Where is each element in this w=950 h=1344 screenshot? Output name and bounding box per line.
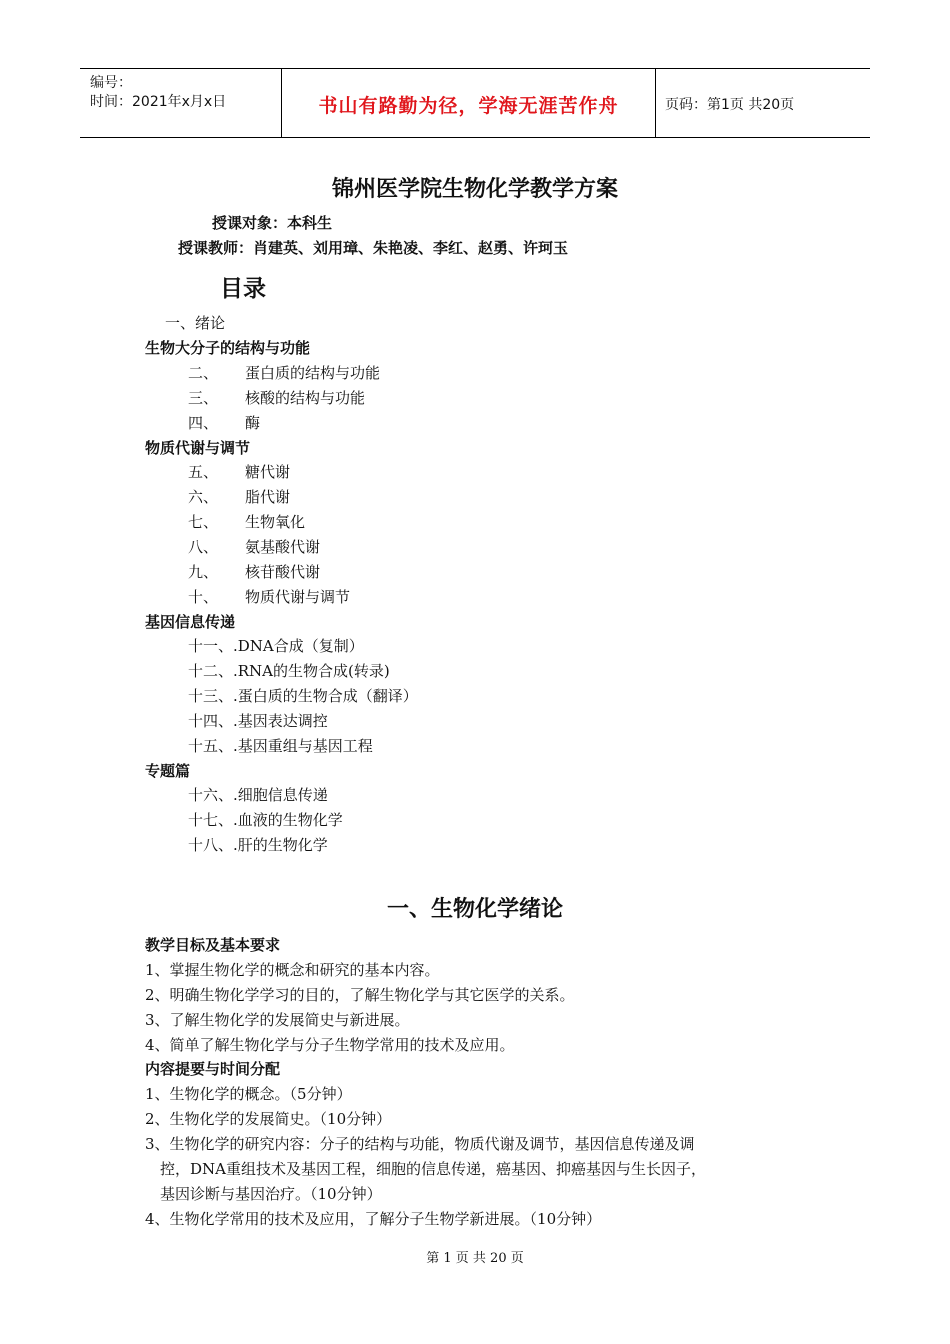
- toc-item: 脂代谢: [245, 488, 291, 506]
- toc-item-number: 八、: [188, 538, 219, 556]
- toc-section-heading: 基因信息传递: [145, 613, 236, 631]
- goal-item: 3、了解生物化学的发展简史与新进展。: [145, 1011, 410, 1029]
- toc-item-number: 十、: [188, 588, 219, 606]
- toc-item: 十四、.基因表达调控: [188, 712, 328, 730]
- teachers: 授课教师：肖建英、刘用璋、朱艳凌、李红、赵勇、许珂玉: [178, 239, 569, 257]
- content-item: 2、生物化学的发展简史。（10分钟）: [145, 1110, 392, 1128]
- header-meta-cell: [80, 69, 281, 137]
- toc-title: 目录: [220, 276, 266, 302]
- toc-item: 氨基酸代谢: [245, 538, 321, 556]
- document-date: 时间：2021年x月x日: [90, 94, 227, 110]
- toc-intro: 一、绪论: [165, 314, 226, 332]
- content-item: 3、生物化学的研究内容：分子的结构与功能，物质代谢及调节，基因信息传递及调: [145, 1135, 695, 1153]
- toc-item: 核酸的结构与功能: [245, 389, 366, 407]
- toc-item-number: 九、: [188, 563, 219, 581]
- toc-item: 十二、.RNA的生物合成(转录): [188, 662, 390, 680]
- toc-item-number: 五、: [188, 463, 219, 481]
- toc-item: 糖代谢: [245, 463, 291, 481]
- toc-section-heading: 生物大分子的结构与功能: [145, 339, 311, 357]
- toc-item: 酶: [245, 414, 261, 432]
- toc-item-number: 七、: [188, 513, 219, 531]
- content-item-continuation: 控，DNA重组技术及基因工程，细胞的信息传递，癌基因、抑癌基因与生长因子，: [160, 1160, 706, 1178]
- toc-item: 十六、.细胞信息传递: [188, 786, 328, 804]
- goal-item: 4、简单了解生物化学与分子生物学常用的技术及应用。: [145, 1036, 515, 1054]
- toc-item: 十一、.DNA合成（复制）: [188, 637, 364, 655]
- chapter-title: 一、生物化学绪论: [386, 897, 563, 922]
- goals-heading: 教学目标及基本要求: [145, 936, 281, 954]
- toc-item-number: 二、: [188, 364, 219, 382]
- toc-item: 物质代谢与调节: [245, 588, 351, 606]
- toc-item: 核苷酸代谢: [245, 563, 321, 581]
- motto: 书山有路勤为径，学海无涯苦作舟: [318, 95, 619, 117]
- content-item: 1、生物化学的概念。（5分钟）: [145, 1085, 352, 1103]
- toc-section-heading: 专题篇: [145, 762, 191, 780]
- toc-item: 十三、.蛋白质的生物合成（翻译）: [188, 687, 418, 705]
- toc-item-number: 六、: [188, 488, 219, 506]
- toc-item: 生物氧化: [245, 513, 306, 531]
- document-number: 编号：: [90, 75, 132, 91]
- toc-item-number: 三、: [188, 389, 219, 407]
- header-page-cell: [655, 69, 870, 137]
- content-heading: 内容提要与时间分配: [145, 1060, 281, 1078]
- toc-item-number: 四、: [188, 414, 219, 432]
- toc-item: 十八、.肝的生物化学: [188, 836, 328, 854]
- goal-item: 1、掌握生物化学的概念和研究的基本内容。: [145, 961, 440, 979]
- header-motto-cell: [281, 69, 656, 137]
- content-item: 4、生物化学常用的技术及应用，了解分子生物学新进展。（10分钟）: [145, 1210, 602, 1228]
- toc-item: 十五、.基因重组与基因工程: [188, 737, 373, 755]
- toc-item: 蛋白质的结构与功能: [245, 364, 381, 382]
- goal-item: 2、明确生物化学学习的目的，了解生物化学与其它医学的关系。: [145, 986, 575, 1004]
- toc-item: 十七、.血液的生物化学: [188, 811, 343, 829]
- document-title: 锦州医学院生物化学教学方案: [331, 177, 618, 202]
- content-item-continuation: 基因诊断与基因治疗。（10分钟）: [160, 1185, 382, 1203]
- page-footer: 第 1 页 共 20 页: [426, 1251, 524, 1266]
- audience: 授课对象：本科生: [212, 214, 333, 232]
- toc-section-heading: 物质代谢与调节: [145, 439, 251, 457]
- page-indicator: 页码：第1页 共20页: [665, 97, 795, 113]
- document-header: [80, 68, 870, 138]
